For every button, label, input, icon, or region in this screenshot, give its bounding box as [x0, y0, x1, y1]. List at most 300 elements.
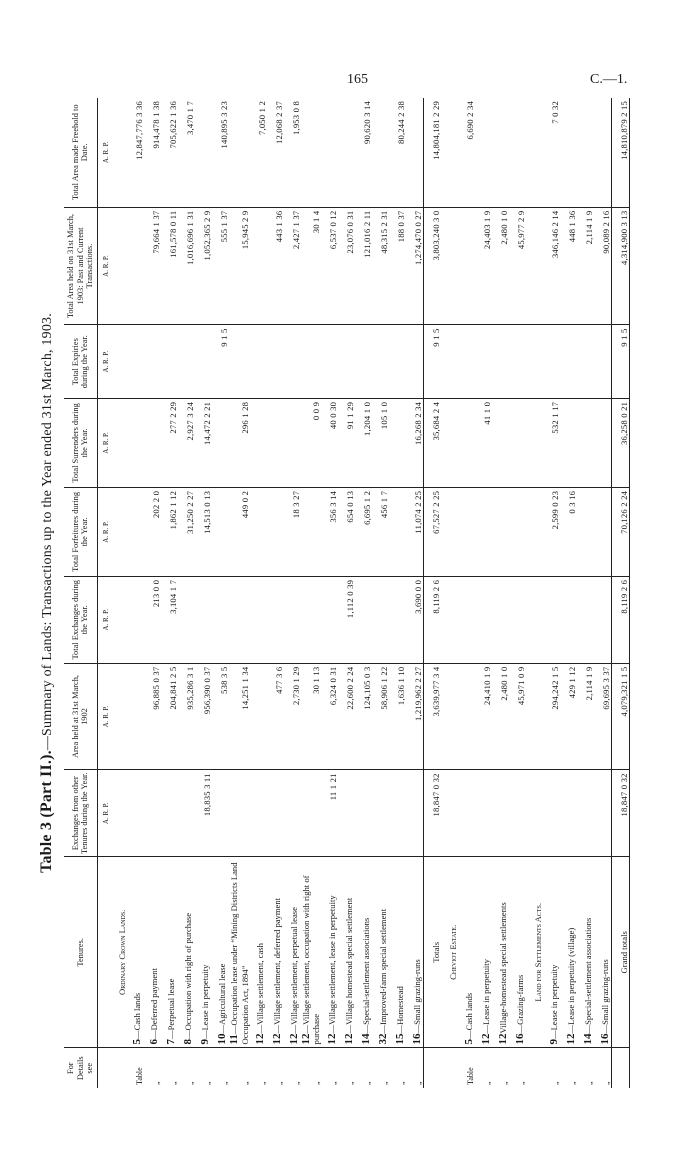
value-cell	[406, 770, 424, 857]
table-row	[178, 98, 195, 1088]
value-cell: 188 0 37	[389, 207, 406, 325]
tenure-name: —Special-settlement associations	[582, 917, 593, 1034]
value-cell	[577, 770, 594, 857]
empty-cell	[110, 325, 127, 398]
ref-cell	[424, 1048, 442, 1088]
table-number: 12	[342, 1033, 355, 1045]
column-header: Total Expiries during the Year.	[64, 325, 97, 398]
empty-cell	[441, 663, 458, 770]
table-row	[321, 98, 338, 1088]
empty-cell	[441, 398, 458, 487]
value-cell	[229, 576, 250, 663]
table-row	[509, 98, 526, 1088]
value-cell: 1,862 1 12	[161, 487, 178, 576]
value-cell	[509, 487, 526, 576]
tenure-cell	[543, 857, 560, 1048]
value-cell: 213 0 0	[144, 576, 161, 663]
ref-cell: „	[219, 1081, 229, 1085]
value-cell: 140,895 3 23	[212, 98, 229, 207]
lands-summary-table	[64, 98, 630, 1088]
tenure-name: —Small grazing-runs	[411, 959, 422, 1034]
value-cell	[127, 325, 144, 398]
value-cell: 18,835 3 11	[195, 770, 212, 857]
table-title	[38, 98, 56, 1088]
value-cell	[492, 98, 509, 207]
units-cell: A. R. P.	[97, 207, 110, 325]
units-row	[97, 98, 110, 1088]
table-row	[284, 98, 301, 1088]
table-number: 12	[325, 1033, 338, 1045]
value-cell: 124,105 0 3	[355, 663, 372, 770]
tenure-cell	[321, 857, 338, 1048]
value-cell: 14,810,879 2 15	[612, 98, 630, 207]
value-cell: 935,286 3 1	[178, 663, 195, 770]
column-header: Total Area made Freehold to Date.	[64, 98, 97, 207]
value-cell	[301, 487, 322, 576]
tenure-name: —Grazing-farms	[514, 974, 525, 1034]
tenure-name: —Agricultural lease	[217, 963, 228, 1034]
tenure-cell	[389, 857, 406, 1048]
value-cell: 2,730 1 29	[284, 663, 301, 770]
empty-cell	[526, 325, 543, 398]
table-number: 12	[479, 1033, 492, 1045]
tenure-cell	[267, 857, 284, 1048]
units-cell	[97, 857, 110, 1048]
value-cell	[284, 325, 301, 398]
value-cell	[301, 325, 322, 398]
table-number: 5	[131, 1038, 144, 1045]
tenure-name: —Lease in perpetuity (village)	[565, 927, 576, 1034]
value-cell: 4,314,900 3 13	[612, 207, 630, 325]
tenure-cell	[338, 857, 355, 1048]
header-row	[64, 98, 97, 1088]
value-cell	[144, 770, 161, 857]
units-cell: A. R. P.	[97, 663, 110, 770]
value-cell: 296 1 28	[229, 398, 250, 487]
empty-cell	[441, 325, 458, 398]
ref-cell: „	[568, 1081, 578, 1085]
value-cell	[229, 770, 250, 857]
value-cell	[594, 325, 612, 398]
column-header: Total Surrenders during the Year.	[64, 398, 97, 487]
table-number: 15	[393, 1033, 406, 1045]
table-number: 8	[182, 1038, 195, 1045]
value-cell	[372, 325, 389, 398]
tenure-name: —Deferred payment	[149, 968, 160, 1039]
tenure-cell	[355, 857, 372, 1048]
value-cell: 121,016 2 11	[355, 207, 372, 325]
totals-row	[424, 98, 442, 1088]
value-cell	[144, 325, 161, 398]
value-cell: 1,953 0 8	[284, 98, 301, 207]
value-cell	[355, 325, 372, 398]
page-number: 165	[347, 72, 368, 87]
table-row	[267, 98, 284, 1088]
ref-cell: „	[185, 1081, 195, 1085]
empty-cell	[526, 98, 543, 207]
units-cell: A. R. P.	[97, 770, 110, 857]
value-cell	[389, 325, 406, 398]
value-cell: 23,076 0 31	[338, 207, 355, 325]
ref-cell: „	[168, 1081, 178, 1085]
empty-cell	[441, 207, 458, 325]
tenure-cell	[161, 857, 178, 1048]
table-number: 9	[199, 1038, 212, 1045]
tenure-name: —Lease in perpetuity	[548, 964, 559, 1039]
table-number: 9	[547, 1038, 560, 1045]
grand-label: Grand totals	[612, 857, 630, 1048]
value-cell	[195, 98, 212, 207]
value-cell	[284, 770, 301, 857]
value-cell: 204,841 2 5	[161, 663, 178, 770]
value-cell	[195, 576, 212, 663]
value-cell: 3,803,240 3 0	[424, 207, 442, 325]
value-cell: 3,104 1 7	[161, 576, 178, 663]
table-row	[389, 98, 406, 1088]
value-cell: 1,636 1 10	[389, 663, 406, 770]
value-cell: 14,804,181 2 29	[424, 98, 442, 207]
value-cell	[492, 576, 509, 663]
empty-cell	[526, 398, 543, 487]
table-number: 16	[410, 1033, 423, 1045]
units-cell: A. R. P.	[97, 576, 110, 663]
tenure-name: —Special-settlement associations	[360, 917, 371, 1034]
value-cell	[321, 98, 338, 207]
table-row	[543, 98, 560, 1088]
value-cell	[475, 487, 492, 576]
ref-cell	[110, 1048, 127, 1088]
tenure-cell	[229, 857, 250, 1048]
ref-cell: „	[483, 1081, 493, 1085]
value-cell: 35,684 2 4	[424, 398, 442, 487]
value-cell: 1,052,365 2 9	[195, 207, 212, 325]
value-cell	[338, 770, 355, 857]
value-cell: 15,945 2 9	[229, 207, 250, 325]
value-cell: 14,251 1 34	[229, 663, 250, 770]
tenure-cell	[178, 857, 195, 1048]
column-header: Exchanges from other Tenures during the Year.	[64, 770, 97, 857]
table-title-text: —Summary of Lands: Transactions up to the Year ended 31st March, 1903.	[40, 313, 55, 751]
value-cell: 477 3 6	[267, 663, 284, 770]
section-heading: Land for Settlements Acts.	[526, 857, 543, 1048]
value-cell: 1,112 0 39	[338, 576, 355, 663]
value-cell	[229, 325, 250, 398]
table-row	[195, 98, 212, 1088]
value-cell	[389, 770, 406, 857]
value-cell: 2,927 3 24	[178, 398, 195, 487]
value-cell: 202 2 0	[144, 487, 161, 576]
value-cell	[509, 398, 526, 487]
table-row	[475, 98, 492, 1088]
value-cell: 277 2 29	[161, 398, 178, 487]
value-cell	[475, 98, 492, 207]
tenure-name: —Village homestead special settlement	[343, 897, 354, 1034]
value-cell	[458, 207, 475, 325]
table-number: 12	[496, 1033, 509, 1045]
table-row	[458, 98, 475, 1088]
page-reference: C.—1.	[590, 72, 628, 87]
tenure-cell	[458, 857, 475, 1048]
empty-cell	[526, 576, 543, 663]
table-row	[560, 98, 577, 1088]
value-cell	[458, 770, 475, 857]
table-row	[212, 98, 229, 1088]
table-number: 10	[216, 1033, 229, 1045]
ref-cell: Table	[134, 1067, 144, 1085]
value-cell	[389, 487, 406, 576]
value-cell	[406, 325, 424, 398]
table-row	[144, 98, 161, 1088]
ref-cell: Table	[466, 1067, 476, 1085]
ref-cell: „	[274, 1081, 284, 1085]
value-cell: 45,977 2 9	[509, 207, 526, 325]
value-cell	[267, 487, 284, 576]
value-cell: 443 1 36	[267, 207, 284, 325]
section-heading-row	[110, 98, 127, 1088]
value-cell	[212, 398, 229, 487]
value-cell	[594, 398, 612, 487]
value-cell	[509, 576, 526, 663]
table-number: 16	[513, 1033, 526, 1045]
value-cell: 7,050 1 2	[250, 98, 267, 207]
value-cell: 4,079,321 1 5	[612, 663, 630, 770]
totals-label: Totals	[424, 857, 442, 1048]
value-cell: 2,480 1 0	[492, 207, 509, 325]
value-cell: 1,274,470 0 27	[406, 207, 424, 325]
value-cell	[509, 98, 526, 207]
ref-cell: „	[363, 1081, 373, 1085]
value-cell	[212, 770, 229, 857]
value-cell: 346,146 2 14	[543, 207, 560, 325]
ref-cell: „	[202, 1081, 212, 1085]
value-cell: 90,620 3 14	[355, 98, 372, 207]
value-cell: 1,016,696 1 31	[178, 207, 195, 325]
ref-cell: „	[602, 1081, 612, 1085]
ref-cell: „	[312, 1081, 322, 1085]
column-header: For Details see	[64, 1048, 97, 1088]
table-number: 32	[376, 1033, 389, 1045]
ref-cell: „	[346, 1081, 356, 1085]
tenure-cell	[560, 857, 577, 1048]
empty-cell	[110, 207, 127, 325]
table-row	[250, 98, 267, 1088]
value-cell	[560, 398, 577, 487]
units-cell: A. R. P.	[97, 325, 110, 398]
value-cell: 8,119 2 6	[424, 576, 442, 663]
table-number: 14	[359, 1033, 372, 1045]
tenure-cell	[475, 857, 492, 1048]
empty-cell	[441, 576, 458, 663]
value-cell: 0 3 16	[560, 487, 577, 576]
value-cell	[250, 663, 267, 770]
value-cell: 31,250 2 27	[178, 487, 195, 576]
empty-cell	[441, 98, 458, 207]
value-cell	[458, 663, 475, 770]
tenure-name: —Occupation lease under “Mining Districts Land Occupation Act, 1894”	[228, 862, 250, 1045]
empty-cell	[441, 487, 458, 576]
value-cell: 11,074 2 25	[406, 487, 424, 576]
value-cell	[127, 398, 144, 487]
value-cell	[250, 487, 267, 576]
table-number: 11	[227, 1034, 240, 1045]
column-header: Total Forfeitures during the Year.	[64, 487, 97, 576]
value-cell	[250, 325, 267, 398]
value-cell: 532 1 17	[543, 398, 560, 487]
tenure-name: —Lease in perpetuity	[200, 964, 211, 1039]
value-cell: 914,478 1 38	[144, 98, 161, 207]
tenure-cell	[492, 857, 509, 1048]
value-cell	[458, 487, 475, 576]
value-cell: 18,847 0 32	[424, 770, 442, 857]
value-cell: 11 1 21	[321, 770, 338, 857]
ref-cell: „	[257, 1081, 267, 1085]
value-cell	[127, 663, 144, 770]
table-number: 12	[564, 1033, 577, 1045]
table-number: 12	[253, 1033, 266, 1045]
value-cell: 90,089 2 16	[594, 207, 612, 325]
value-cell: 6,537 0 12	[321, 207, 338, 325]
tenure-name: —Improved-farm special settlement	[377, 908, 388, 1034]
value-cell: 30 1 4	[301, 207, 322, 325]
value-cell	[321, 325, 338, 398]
value-cell	[406, 98, 424, 207]
value-cell	[127, 576, 144, 663]
ref-cell: „	[500, 1081, 510, 1085]
value-cell	[161, 325, 178, 398]
empty-cell	[110, 576, 127, 663]
table-row	[301, 98, 322, 1088]
section-heading-row	[526, 98, 543, 1088]
value-cell	[284, 576, 301, 663]
value-cell	[212, 576, 229, 663]
table-number: 6	[148, 1038, 161, 1045]
value-cell: 12,847,776 3 36	[127, 98, 144, 207]
value-cell	[594, 770, 612, 857]
table-row	[355, 98, 372, 1088]
tenure-name: —Homestead	[394, 986, 405, 1034]
value-cell	[458, 398, 475, 487]
table-row	[229, 98, 250, 1088]
value-cell: 2,114 1 9	[577, 663, 594, 770]
value-cell	[267, 770, 284, 857]
value-cell	[355, 576, 372, 663]
grand-row	[612, 98, 630, 1088]
value-cell	[195, 325, 212, 398]
value-cell	[161, 770, 178, 857]
tenure-name: —Village settlement, perpetual lease	[288, 907, 299, 1034]
value-cell	[492, 770, 509, 857]
ref-cell: „	[380, 1081, 390, 1085]
table-number: 12	[270, 1033, 283, 1045]
value-cell: 9 1 5	[424, 325, 442, 398]
ref-cell: „	[517, 1081, 527, 1085]
tenure-name: —Cash lands	[463, 992, 474, 1039]
tenure-name: —Village settlement, cash	[254, 943, 265, 1034]
table-row	[127, 98, 144, 1088]
value-cell: 70,126 2 24	[612, 487, 630, 576]
value-cell	[267, 325, 284, 398]
table-number: 7	[165, 1038, 178, 1045]
table-row	[594, 98, 612, 1088]
tenure-cell	[301, 857, 322, 1048]
tenure-cell	[372, 857, 389, 1048]
value-cell	[560, 576, 577, 663]
value-cell	[127, 207, 144, 325]
tenure-name: —Occupation with right of purchase	[183, 912, 194, 1039]
value-cell	[127, 770, 144, 857]
value-cell: 555 1 37	[212, 207, 229, 325]
units-cell	[97, 1048, 110, 1088]
value-cell: 14,513 0 13	[195, 487, 212, 576]
value-cell	[577, 576, 594, 663]
value-cell: 80,244 2 38	[389, 98, 406, 207]
tenure-cell	[509, 857, 526, 1048]
empty-cell	[110, 98, 127, 207]
value-cell: 448 1 36	[560, 207, 577, 325]
value-cell	[250, 398, 267, 487]
value-cell: 161,578 0 11	[161, 207, 178, 325]
value-cell: 45,971 0 9	[509, 663, 526, 770]
value-cell: 18,847 0 32	[612, 770, 630, 857]
value-cell: 0 0 9	[301, 398, 322, 487]
empty-cell	[526, 663, 543, 770]
value-cell	[250, 207, 267, 325]
value-cell: 705,622 1 36	[161, 98, 178, 207]
value-cell: 2,114 1 9	[577, 207, 594, 325]
value-cell: 48,315 2 31	[372, 207, 389, 325]
value-cell	[560, 770, 577, 857]
table-body	[97, 98, 629, 1088]
value-cell: 1,219,962 2 27	[406, 663, 424, 770]
empty-cell	[526, 487, 543, 576]
value-cell: 105 1 0	[372, 398, 389, 487]
value-cell	[144, 398, 161, 487]
value-cell	[212, 487, 229, 576]
value-cell	[229, 98, 250, 207]
table-number: 16	[598, 1033, 611, 1045]
empty-cell	[526, 207, 543, 325]
value-cell	[594, 487, 612, 576]
table-number: 5	[462, 1038, 475, 1045]
value-cell: 24,403 1 9	[475, 207, 492, 325]
value-cell	[267, 398, 284, 487]
value-cell: 6,695 1 2	[355, 487, 372, 576]
value-cell: 24,410 1 9	[475, 663, 492, 770]
value-cell	[543, 325, 560, 398]
value-cell	[372, 576, 389, 663]
ref-cell: „	[397, 1081, 407, 1085]
value-cell	[458, 576, 475, 663]
value-cell	[372, 98, 389, 207]
value-cell: 2,427 1 37	[284, 207, 301, 325]
units-cell: A. R. P.	[97, 398, 110, 487]
ref-cell: „	[414, 1081, 424, 1085]
units-cell: A. R. P.	[97, 487, 110, 576]
tenure-name: —Village settlement, lease in perpetuity	[326, 895, 337, 1034]
table-row	[372, 98, 389, 1088]
value-cell: 30 1 13	[301, 663, 322, 770]
table-row	[577, 98, 594, 1088]
value-cell: 69,695 3 37	[594, 663, 612, 770]
value-cell: 449 0 2	[229, 487, 250, 576]
table-row	[406, 98, 424, 1088]
value-cell: 6,324 0 31	[321, 663, 338, 770]
value-cell	[475, 576, 492, 663]
ref-cell	[441, 1048, 458, 1088]
value-cell: 91 1 29	[338, 398, 355, 487]
value-cell: 36,258 0 21	[612, 398, 630, 487]
empty-cell	[441, 770, 458, 857]
